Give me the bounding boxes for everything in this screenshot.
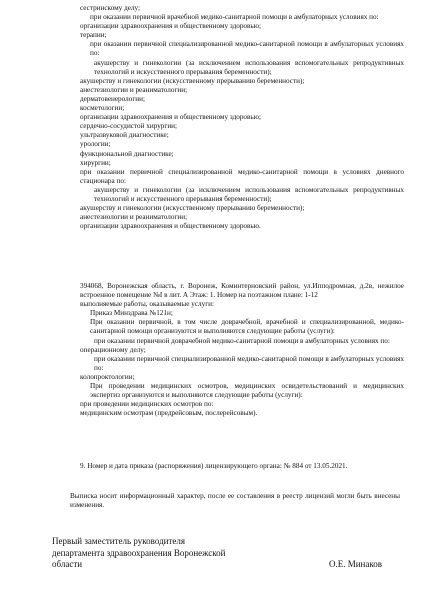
signer-title-line2: департамента здравоохранения Воронежской (52, 547, 226, 558)
paragraph: выполняемые работы, оказываемые услуги: (80, 300, 214, 309)
paragraph: хирургии; (80, 158, 111, 167)
paragraph: 394068, Воронежская область, г. Воронеж, Коминтерновский район, ул.Ипподромная, д.2в, нежилое встроенное помещение №I в лит. А Этаж: 1. Номер на поэтажном плане: 1-12 (80, 282, 404, 300)
paragraph: анестезиологии и реаниматологии; (80, 213, 188, 222)
paragraph: при оказании первичной врачебной медико-санитарной помощи в амбулаторных условиях по: (90, 13, 379, 22)
paragraph: терапии; (80, 31, 107, 40)
paragraph: ультразвуковой диагностике; (80, 131, 169, 140)
disclaimer-section (70, 492, 400, 510)
paragraph: функциональной диагностике; (80, 149, 174, 158)
order-number-text: 9. Номер и дата приказа (распоряжения) лицензирующего органа: № 884 от 13.05.2021. (80, 462, 348, 470)
paragraph: сестринскому делу; (80, 4, 140, 12)
paragraph: операционному делу; (80, 345, 146, 354)
order-number-section (80, 462, 404, 471)
paragraph: при оказании первичной специализированной медико-санитарной помощи в амбулаторных условиях по: (90, 40, 404, 58)
paragraph: организации здравоохранения и общественному здоровью; (80, 22, 262, 31)
paragraph: акушерству и гинекологии (за исключением использования вспомогательных репродуктивных технологий и искусственного прерывания беременности); (94, 185, 404, 203)
paragraph: при оказании первичной специализированной медико-санитарной помощи в амбулаторных условиях по: (94, 354, 404, 372)
paragraph: организации здравоохранения и общественному здоровью. (80, 222, 261, 231)
paragraph: При оказании первичной, в том числе доврачебной, врачебной и специализированной, медико-санитарной помощи организуются и выполняются следующие работы (услуги): (90, 318, 404, 336)
paragraph: при проведении медицинских осмотров по: (80, 400, 214, 409)
services-list-section (80, 4, 404, 231)
paragraph: организации здравоохранения и общественному здоровью; (80, 113, 262, 122)
paragraph: косметологии; (80, 104, 125, 113)
paragraph: анестезиологии и реаниматологии; (80, 85, 188, 94)
signer-name: О.Е. Минаков (328, 559, 382, 569)
paragraph: сердечно-сосудистой хирургии; (80, 122, 178, 131)
paragraph: дерматовенерологии; (80, 94, 145, 103)
signer-title-line3: области (52, 559, 83, 569)
paragraph: Приказ Минздрава №121н; (90, 309, 173, 318)
paragraph: при оказании первичной специализированной медико-санитарной помощи в условиях дневного стационара по: (80, 167, 404, 185)
paragraph: при оказании первичной доврачебной медико-санитарной помощи в амбулаторных условиях по: (94, 336, 390, 345)
paragraph: акушерству и гинекологии (искусственному прерыванию беременности); (80, 76, 305, 85)
signer-title-line1: Первый заместитель руководителя (52, 536, 186, 546)
paragraph: колопроктологии; (80, 372, 135, 381)
paragraph: медицинским осмотрам (предрейсовым, послерейсовым). (80, 409, 258, 418)
paragraph: акушерству и гинекологии (за исключением использования вспомогательных репродуктивных технологий и искусственного прерывания беременности); (94, 58, 404, 76)
paragraph: При проведении медицинских осмотров, медицинских освидетельствований и медицинских экспертиз организуются и выполняются следующие работы (услуги): (90, 382, 404, 400)
signature-block (52, 536, 382, 571)
address-section (80, 282, 404, 418)
disclaimer-text: Выписка носит информационный характер, после ее составления в реестр лицензий могли быть внесены изменения. (70, 492, 400, 510)
paragraph: акушерству и гинекологии (искусственному прерыванию беременности); (80, 204, 305, 213)
paragraph: урологии; (80, 140, 111, 149)
